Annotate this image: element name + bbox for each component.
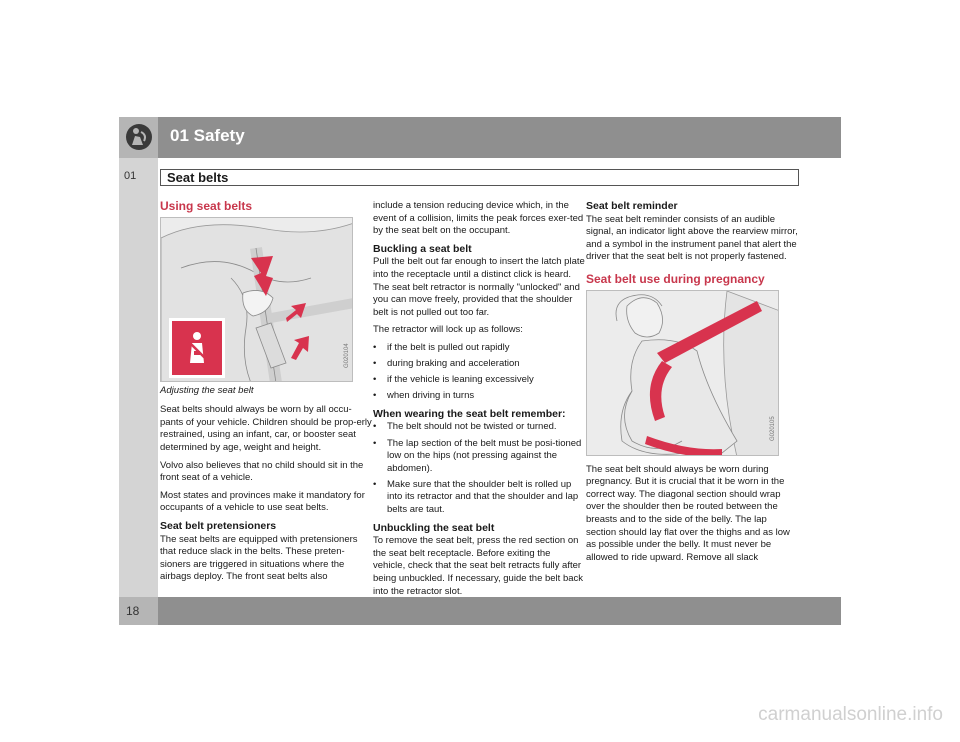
paragraph: The seat belts are equipped with pretensioners that reduce slack in the belts. These preten-sioners are triggered in situations where the airbags deploy. The front seat belts also bbox=[160, 533, 358, 583]
figure-code: G020104 bbox=[344, 342, 350, 368]
paragraph: include a tension reducing device which, in the event of a collision, limits the peak forces exer-ted by the seat belt on the occupant. bbox=[373, 200, 584, 237]
watermark: carmanualsonline.info bbox=[758, 704, 943, 725]
heading-pretensioners: Seat belt pretensioners bbox=[160, 519, 277, 532]
column-2 bbox=[373, 200, 585, 603]
list-item: • The lap section of the belt must be posi-tioned low on the hips (not pressing against the abdomen). bbox=[373, 438, 585, 476]
figure-pregnancy-belt bbox=[586, 290, 779, 456]
heading-unbuckling: Unbuckling the seat belt bbox=[373, 521, 495, 534]
section-title: Seat belts bbox=[167, 170, 229, 185]
list-item: • during braking and acceleration bbox=[373, 358, 585, 371]
list-item: • if the belt is pulled out rapidly bbox=[373, 342, 585, 355]
paragraph: Seat belts should always be worn by all occu-pants of your vehicle. Children should be prop-erly restrained, using an infant, car, or booster seat determined by age, weight and height. bbox=[160, 404, 372, 453]
list-item: • The belt should not be twisted or turned. bbox=[373, 421, 585, 434]
column-1 bbox=[160, 200, 372, 589]
page-number: 18 bbox=[126, 604, 140, 618]
figure-code: G020105 bbox=[770, 415, 776, 441]
chapter-title: 01 Safety bbox=[170, 126, 245, 145]
heading-using-seat-belts: Using seat belts bbox=[160, 199, 253, 213]
figure-adjusting-seat-belt bbox=[160, 217, 353, 382]
heading-buckling: Buckling a seat belt bbox=[373, 242, 472, 255]
paragraph: The seat belt should always be worn during pregnancy. But it is crucial that it be worn in the correct way. The diagonal section should wrap over the shoulder then be routed between the breasts and to the side of the belly. The lap section should lay flat over the thighs and as low as possible under the belly. It must never be allowed to ride upward. Remove all slack bbox=[586, 463, 790, 563]
list-item: • when driving in turns bbox=[373, 390, 585, 403]
remember-list bbox=[373, 421, 585, 516]
pregnancy-illustration bbox=[587, 291, 779, 456]
section-title-box bbox=[160, 169, 799, 186]
airbag-person-icon bbox=[125, 123, 153, 151]
paragraph: Pull the belt out far enough to insert the latch plate into the receptacle until a distinct click is heard. The seat belt retractor is normally "unlocked" and you can move freely, provided that the shoulder belt is not pulled out too far. bbox=[373, 256, 585, 318]
list-item: • if the vehicle is leaning excessively bbox=[373, 374, 585, 387]
list-item: • Make sure that the shoulder belt is rolled up into its retractor and that the shoulder and lap belts are taut. bbox=[373, 479, 585, 517]
paragraph: Most states and provinces make it mandatory for occupants of a vehicle to use seat belts. bbox=[160, 489, 365, 514]
paragraph: The seat belt reminder consists of an audible signal, an indicator light above the rearview mirror, and a symbol in the instrument panel that alert the driver that the seat belt is not properly fastened. bbox=[586, 213, 798, 263]
paragraph: Volvo also believes that no child should sit in the front seat of a vehicle. bbox=[160, 459, 364, 484]
chapter-side-tab bbox=[119, 158, 158, 597]
paragraph: To remove the seat belt, press the red section on the seat belt receptacle. Before exiting the vehicle, check that the seat belt retracts fully after being unbuckled. If necessary, guide the belt back into the retractor slot. bbox=[373, 535, 584, 597]
heading-pregnancy: Seat belt use during pregnancy bbox=[586, 271, 765, 286]
paragraph: The retractor will lock up as follows: bbox=[373, 324, 523, 336]
heading-reminder: Seat belt reminder bbox=[586, 200, 678, 212]
side-chapter-number: 01 bbox=[124, 170, 137, 182]
retractor-list bbox=[373, 342, 585, 403]
heading-remember: When wearing the seat belt remember: bbox=[373, 407, 566, 420]
figure-caption: Adjusting the seat belt bbox=[160, 384, 254, 396]
seat-belt-symbol-icon bbox=[169, 318, 225, 378]
column-3 bbox=[586, 200, 798, 569]
